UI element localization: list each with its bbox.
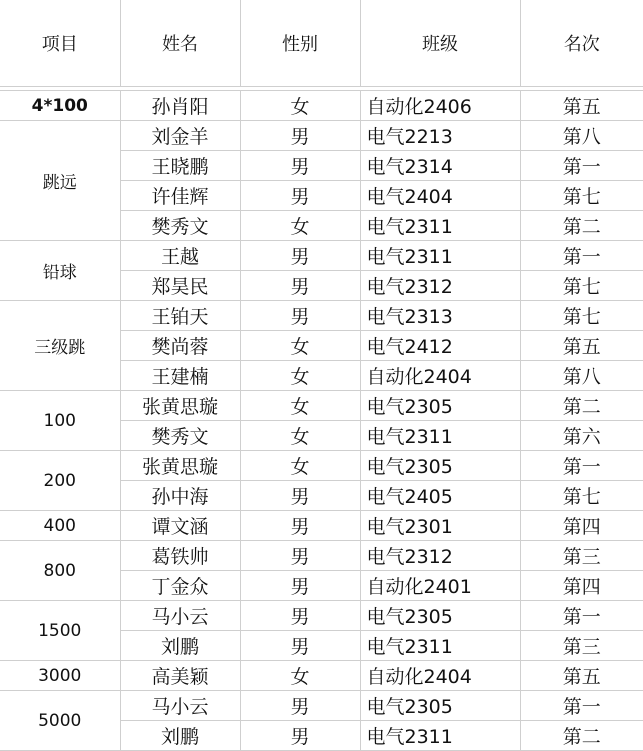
table-row xyxy=(0,301,643,331)
gender-cell: 女 xyxy=(240,661,360,691)
header-rank: 名次 xyxy=(520,0,643,87)
name-cell: 王晓鹏 xyxy=(120,151,240,181)
header-row xyxy=(0,0,643,87)
rank-cell: 第四 xyxy=(520,511,643,541)
class-cell: 电气2312 xyxy=(360,271,520,301)
gender-cell: 女 xyxy=(240,451,360,481)
name-cell: 刘金羊 xyxy=(120,121,240,151)
rank-cell: 第三 xyxy=(520,631,643,661)
rank-cell: 第一 xyxy=(520,451,643,481)
event-cell: 铅球 xyxy=(0,241,120,301)
gender-cell: 女 xyxy=(240,361,360,391)
gender-cell: 男 xyxy=(240,571,360,601)
class-cell: 电气2412 xyxy=(360,331,520,361)
rank-cell: 第三 xyxy=(520,541,643,571)
rank-cell: 第七 xyxy=(520,181,643,211)
rank-cell: 第二 xyxy=(520,721,643,751)
gender-cell: 男 xyxy=(240,721,360,751)
table-row xyxy=(0,91,643,121)
class-cell: 电气2311 xyxy=(360,241,520,271)
table-row xyxy=(0,391,643,421)
gender-cell: 女 xyxy=(240,91,360,121)
rank-cell: 第一 xyxy=(520,241,643,271)
name-cell: 马小云 xyxy=(120,691,240,721)
event-cell: 400 xyxy=(0,511,120,541)
table-row xyxy=(0,601,643,631)
header-name: 姓名 xyxy=(120,0,240,87)
class-cell: 电气2312 xyxy=(360,541,520,571)
event-cell: 5000 xyxy=(0,691,120,751)
gender-cell: 男 xyxy=(240,631,360,661)
name-cell: 郑昊民 xyxy=(120,271,240,301)
name-cell: 丁金众 xyxy=(120,571,240,601)
rank-cell: 第七 xyxy=(520,271,643,301)
rank-cell: 第八 xyxy=(520,361,643,391)
event-cell: 800 xyxy=(0,541,120,601)
rank-cell: 第一 xyxy=(520,691,643,721)
class-cell: 电气2305 xyxy=(360,601,520,631)
name-cell: 孙肖阳 xyxy=(120,91,240,121)
header-event: 项目 xyxy=(0,0,120,87)
name-cell: 谭文涵 xyxy=(120,511,240,541)
table-row xyxy=(0,511,643,541)
class-cell: 电气2301 xyxy=(360,511,520,541)
class-cell: 自动化2401 xyxy=(360,571,520,601)
class-cell: 电气2305 xyxy=(360,391,520,421)
event-cell: 跳远 xyxy=(0,121,120,241)
class-cell: 自动化2406 xyxy=(360,91,520,121)
rank-cell: 第七 xyxy=(520,481,643,511)
rank-cell: 第八 xyxy=(520,121,643,151)
rank-cell: 第五 xyxy=(520,661,643,691)
rank-cell: 第二 xyxy=(520,211,643,241)
table-row xyxy=(0,661,643,691)
table-row xyxy=(0,451,643,481)
table-row xyxy=(0,121,643,151)
gender-cell: 女 xyxy=(240,331,360,361)
gender-cell: 男 xyxy=(240,271,360,301)
header-gender: 性别 xyxy=(240,0,360,87)
class-cell: 电气2305 xyxy=(360,451,520,481)
gender-cell: 男 xyxy=(240,541,360,571)
gender-cell: 男 xyxy=(240,121,360,151)
event-cell: 100 xyxy=(0,391,120,451)
rank-cell: 第七 xyxy=(520,301,643,331)
name-cell: 高美颖 xyxy=(120,661,240,691)
header-class: 班级 xyxy=(360,0,520,87)
class-cell: 电气2311 xyxy=(360,211,520,241)
rank-cell: 第六 xyxy=(520,421,643,451)
event-cell: 3000 xyxy=(0,661,120,691)
name-cell: 王铂天 xyxy=(120,301,240,331)
results-body xyxy=(0,91,643,751)
name-cell: 刘鹏 xyxy=(120,631,240,661)
gender-cell: 男 xyxy=(240,511,360,541)
rank-cell: 第一 xyxy=(520,601,643,631)
class-cell: 电气2311 xyxy=(360,721,520,751)
gender-cell: 男 xyxy=(240,691,360,721)
name-cell: 樊秀文 xyxy=(120,211,240,241)
class-cell: 自动化2404 xyxy=(360,361,520,391)
event-cell: 三级跳 xyxy=(0,301,120,391)
class-cell: 电气2405 xyxy=(360,481,520,511)
name-cell: 王越 xyxy=(120,241,240,271)
name-cell: 张黄思璇 xyxy=(120,391,240,421)
name-cell: 樊秀文 xyxy=(120,421,240,451)
event-cell: 200 xyxy=(0,451,120,511)
gender-cell: 男 xyxy=(240,601,360,631)
gender-cell: 男 xyxy=(240,151,360,181)
name-cell: 葛铁帅 xyxy=(120,541,240,571)
gender-cell: 男 xyxy=(240,181,360,211)
rank-cell: 第五 xyxy=(520,331,643,361)
name-cell: 许佳辉 xyxy=(120,181,240,211)
gender-cell: 女 xyxy=(240,391,360,421)
class-cell: 电气2404 xyxy=(360,181,520,211)
name-cell: 张黄思璇 xyxy=(120,451,240,481)
class-cell: 自动化2404 xyxy=(360,661,520,691)
table-row xyxy=(0,691,643,721)
rank-cell: 第五 xyxy=(520,91,643,121)
name-cell: 孙中海 xyxy=(120,481,240,511)
class-cell: 电气2311 xyxy=(360,631,520,661)
name-cell: 刘鹏 xyxy=(120,721,240,751)
name-cell: 马小云 xyxy=(120,601,240,631)
gender-cell: 男 xyxy=(240,301,360,331)
table-row xyxy=(0,541,643,571)
gender-cell: 女 xyxy=(240,211,360,241)
class-cell: 电气2314 xyxy=(360,151,520,181)
class-cell: 电气2313 xyxy=(360,301,520,331)
class-cell: 电气2213 xyxy=(360,121,520,151)
rank-cell: 第四 xyxy=(520,571,643,601)
event-cell: 4*100 xyxy=(0,91,120,121)
name-cell: 樊尚蓉 xyxy=(120,331,240,361)
class-cell: 电气2305 xyxy=(360,691,520,721)
gender-cell: 男 xyxy=(240,481,360,511)
gender-cell: 女 xyxy=(240,421,360,451)
name-cell: 王建楠 xyxy=(120,361,240,391)
table-row xyxy=(0,241,643,271)
rank-cell: 第一 xyxy=(520,151,643,181)
rank-cell: 第二 xyxy=(520,391,643,421)
class-cell: 电气2311 xyxy=(360,421,520,451)
gender-cell: 男 xyxy=(240,241,360,271)
event-cell: 1500 xyxy=(0,601,120,661)
